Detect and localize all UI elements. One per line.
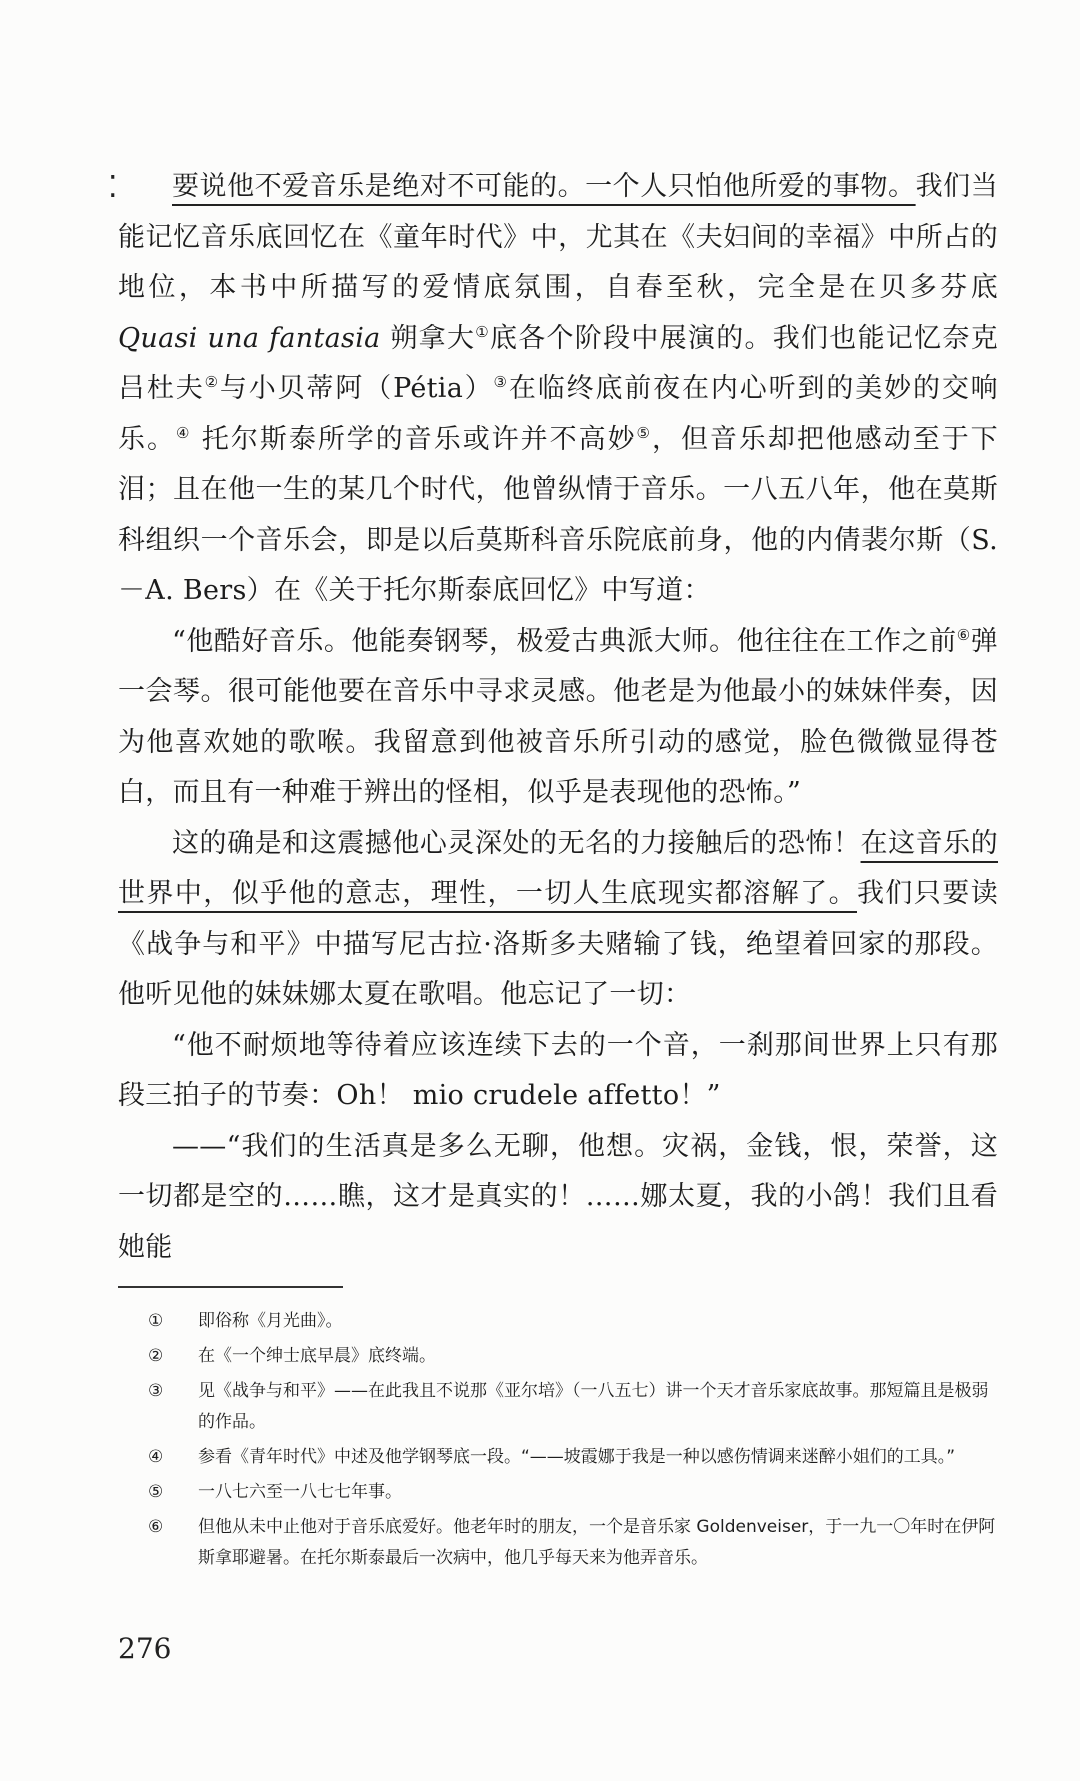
paragraph: ——“我们的生活真是多么无聊，他想。灾祸，金钱，恨，荣誉，这一切都是空的……瞧，这才是真实的！……娜太夏，我的小鸽！我们且看她能 <box>118 1130 998 1263</box>
underlined-passage: 要说他不爱音乐是绝对不可能的。一个人只怕他所爱的事物。 <box>172 171 916 202</box>
footnote-number: ③ <box>148 1381 164 1401</box>
footnote <box>118 1341 998 1372</box>
footnote-text: 即俗称《月光曲》。 <box>198 1311 343 1331</box>
footnote <box>118 1306 998 1337</box>
footnote-number: ④ <box>148 1447 164 1467</box>
footnote-ref: ② <box>204 373 220 391</box>
footnote-ref: ④ <box>175 423 192 442</box>
footnote-ref: ⑥ <box>956 625 971 644</box>
page-number: 276 <box>118 1632 172 1665</box>
footnote-number: ⑥ <box>148 1517 164 1537</box>
footnote-ref: ③ <box>493 373 509 391</box>
paragraph: “他酷好音乐。他能奏钢琴，极爱古典派大师。他往往在工作之前⑥弹一会琴。很可能他要在音乐中寻求灵感。他老是为他最小的妹妹伴奏，因为他喜欢她的歌喉。我留意到他被音乐所引动的感觉，脸色微微显得苍白，而且有一种难于辨出的怪相，似乎是表现他的恐怖。” <box>118 625 998 808</box>
footnote-number: ① <box>148 1311 164 1331</box>
footnote-text: 但他从未中止他对于音乐底爱好。他老年时的朋友，一个是音乐家 Goldenveiser，于一九一〇年时在伊阿斯拿耶避暑。在托尔斯泰最后一次病中，他几乎每天来为他弄音乐。 <box>198 1517 996 1568</box>
main-text <box>118 162 998 1273</box>
footnotes <box>118 1306 998 1578</box>
footnote-ref: ⑤ <box>636 423 652 442</box>
paragraph: 要说他不爱音乐是绝对不可能的。一个人只怕他所爱的事物。我们当能记忆音乐底回忆在《童年时代》中，尤其在《夫妇间的幸福》中所占的地位，本书中所描写的爱情底氛围，自春至秋，完全是在贝多芬底 Quasi una fantasia 朔拿大①底各个阶段中展演的。我们也能记忆奈克吕杜夫②与小贝蒂阿（Pétia）③在临终底前夜在内心听到的美妙的交响乐。④ 托尔斯泰所学的音乐或许并不高妙⑤，但音乐却把他感动至于下泪；且在他一生的某几个时代，他曾纵情于音乐。一八五八年，他在莫斯科组织一个音乐会，即是以后莫斯科音乐院底前身，他的内倩裴尔斯（S.－A. Bers）在《关于托尔斯泰底回忆》中写道： <box>118 171 998 606</box>
footnote-divider <box>118 1286 343 1288</box>
footnote-text: 在《一个绅士底早晨》底终端。 <box>198 1346 436 1366</box>
footnote <box>118 1376 998 1438</box>
italic-title: Quasi una fantasia <box>118 322 381 354</box>
footnote-text: 参看《青年时代》中述及他学钢琴底一段。“——坡霞娜于我是一种以感伤情调来迷醉小姐们的工具。” <box>198 1447 956 1467</box>
margin-annotation-mark: ⁚ <box>108 170 118 205</box>
paragraph: “他不耐烦地等待着应该连续下去的一个音，一刹那间世界上只有那段三拍子的节奏：Oh！ mio crudele affetto！” <box>118 1029 998 1111</box>
footnote-ref: ① <box>475 322 490 341</box>
footnote-text: 一八七六至一八七七年事。 <box>198 1482 402 1502</box>
footnote-number: ⑤ <box>148 1482 164 1502</box>
footnote-text: 见《战争与和平》——在此我且不说那《亚尔培》（一八五七）讲一个天才音乐家底故事。那短篇且是极弱的作品。 <box>198 1381 989 1432</box>
footnote <box>118 1477 998 1508</box>
footnote <box>118 1512 998 1574</box>
footnote-number: ② <box>148 1346 164 1366</box>
footnote <box>118 1442 998 1473</box>
underlined-passage: 在这音乐的世界中，似乎他的意志，理性，一切人生底现实都溶解了。 <box>118 827 999 909</box>
paragraph: 这的确是和这震撼他心灵深处的无名的力接触后的恐怖！在这音乐的世界中，似乎他的意志，理性，一切人生底现实都溶解了。我们只要读《战争与和平》中描写尼古拉·洛斯多夫赌输了钱，绝望着回家的那段。他听见他的妹妹娜太夏在歌唱。他忘记了一切： <box>118 827 999 1010</box>
